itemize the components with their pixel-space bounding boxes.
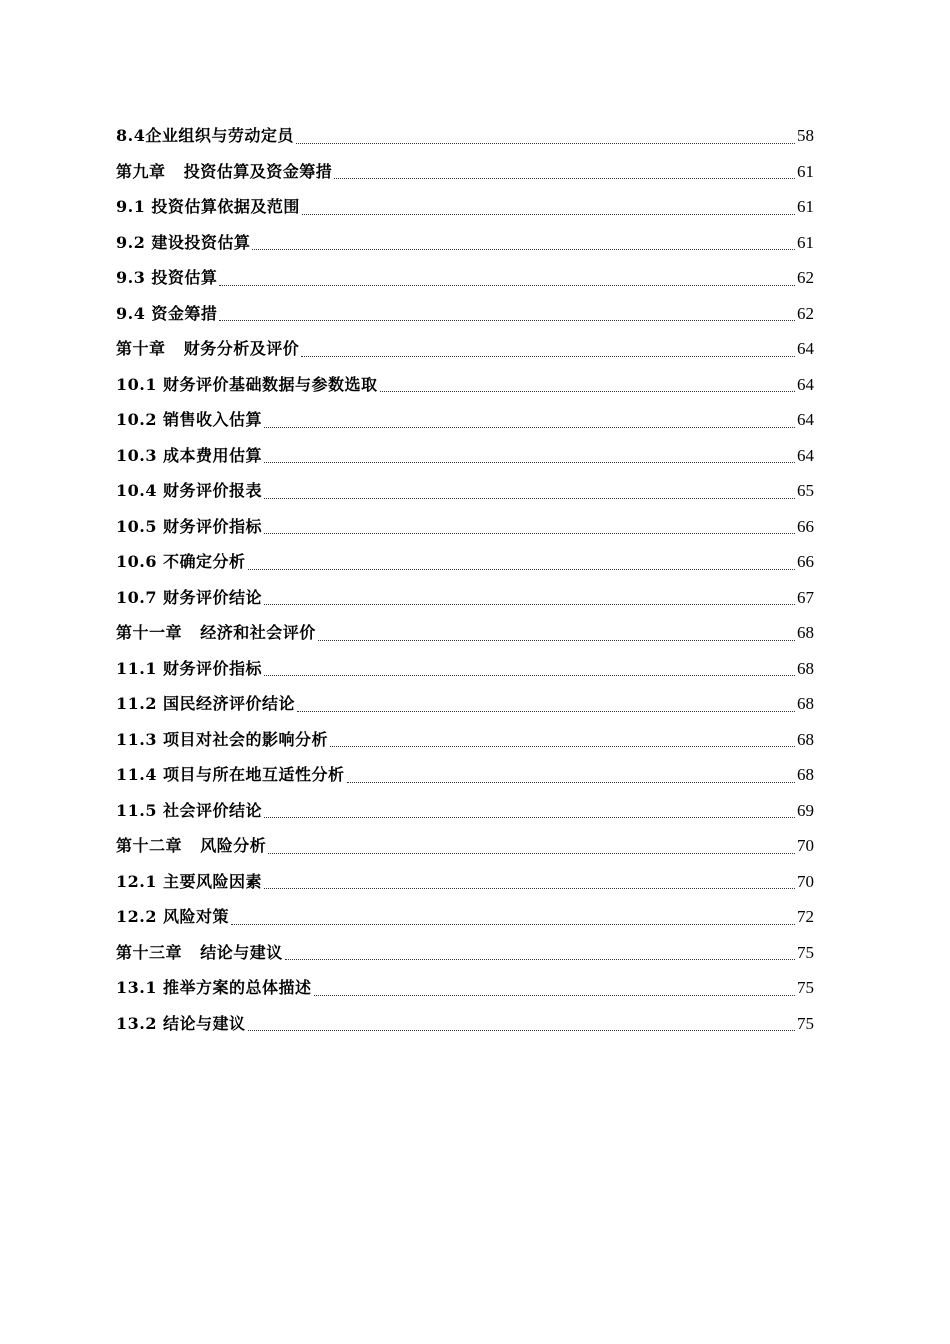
toc-entry-page-number: 68 — [797, 729, 814, 749]
toc-entry[interactable] — [116, 402, 814, 438]
toc-dot-leader — [285, 959, 795, 960]
toc-entry[interactable] — [116, 864, 814, 900]
toc-dot-leader — [264, 888, 795, 889]
toc-entry-title: 10.3 成本费用估算 — [116, 445, 263, 465]
toc-entry-title: 10.2 销售收入估算 — [116, 410, 263, 429]
toc-entry-page-number: 70 — [797, 871, 814, 891]
toc-entry-title: 12.1 主要风险因素 — [116, 871, 263, 891]
toc-entry-title: 11.2 国民经济评价结论 — [116, 694, 296, 713]
toc-entry[interactable] — [116, 1006, 814, 1042]
toc-entry[interactable] — [116, 331, 814, 367]
toc-entry-title: 13.1 推举方案的总体描述 — [116, 978, 312, 997]
toc-dot-leader — [297, 711, 795, 712]
toc-entry[interactable] — [116, 722, 814, 758]
toc-entry[interactable] — [116, 615, 814, 651]
toc-entry-page-number: 61 — [797, 161, 814, 181]
toc-entry-page-number: 75 — [797, 942, 814, 962]
toc-entry-page-number: 64 — [797, 410, 814, 429]
toc-entry[interactable] — [116, 225, 814, 261]
toc-entry-page-number: 72 — [797, 907, 814, 926]
toc-entry-title: 9.2 建设投资估算 — [116, 232, 251, 252]
toc-entry-title: 11.4 项目与所在地互适性分析 — [116, 765, 345, 784]
toc-entry[interactable] — [116, 260, 814, 296]
toc-entry-page-number: 65 — [797, 481, 814, 500]
toc-entry[interactable] — [116, 473, 814, 509]
toc-entry-page-number: 58 — [797, 126, 814, 145]
toc-dot-leader — [219, 320, 795, 321]
toc-dot-leader — [334, 178, 795, 179]
toc-entry[interactable] — [116, 154, 814, 190]
toc-entry[interactable] — [116, 509, 814, 545]
toc-dot-leader — [264, 533, 795, 534]
toc-entry-page-number: 68 — [797, 694, 814, 713]
toc-dot-leader — [314, 995, 795, 996]
toc-entry-title: 10.7 财务评价结论 — [116, 587, 263, 607]
toc-dot-leader — [264, 462, 795, 463]
toc-entry-page-number: 66 — [797, 552, 814, 571]
toc-entry-title: 13.2 结论与建议 — [116, 1013, 246, 1033]
toc-entry[interactable] — [116, 935, 814, 971]
toc-entry[interactable] — [116, 757, 814, 793]
toc-entry-title: 第十章 财务分析及评价 — [116, 339, 300, 358]
toc-entry-title: 10.5 财务评价指标 — [116, 516, 263, 536]
toc-entry-page-number: 68 — [797, 658, 814, 678]
toc-entry-page-number: 62 — [797, 303, 814, 323]
toc-entry-title: 11.1 财务评价指标 — [116, 658, 263, 678]
toc-dot-leader — [264, 675, 795, 676]
toc-entry-page-number: 70 — [797, 836, 814, 855]
toc-entry[interactable] — [116, 118, 814, 154]
toc-entry-page-number: 69 — [797, 800, 814, 820]
toc-entry-page-number: 64 — [797, 374, 814, 394]
toc-dot-leader — [330, 746, 795, 747]
toc-entry-title: 10.4 财务评价报表 — [116, 481, 263, 500]
toc-dot-leader — [264, 817, 795, 818]
toc-entry-page-number: 61 — [797, 197, 814, 216]
table-of-contents — [116, 118, 814, 1041]
toc-entry-title: 第十一章 经济和社会评价 — [116, 623, 316, 642]
toc-entry-title: 9.3 投资估算 — [116, 268, 218, 287]
toc-entry-page-number: 68 — [797, 623, 814, 642]
toc-dot-leader — [318, 640, 795, 641]
toc-entry-title: 9.4 资金筹措 — [116, 303, 218, 323]
toc-entry-title: 12.2 风险对策 — [116, 907, 230, 926]
toc-entry-page-number: 75 — [797, 1013, 814, 1033]
toc-dot-leader — [248, 569, 795, 570]
toc-entry-page-number: 62 — [797, 268, 814, 287]
toc-entry[interactable] — [116, 296, 814, 332]
toc-dot-leader — [268, 853, 795, 854]
toc-dot-leader — [264, 604, 795, 605]
toc-dot-leader — [264, 498, 795, 499]
toc-dot-leader — [248, 1030, 795, 1031]
toc-entry-page-number: 64 — [797, 339, 814, 358]
toc-entry-title: 10.1 财务评价基础数据与参数选取 — [116, 374, 378, 394]
toc-dot-leader — [219, 285, 795, 286]
toc-entry-title: 9.1 投资估算依据及范围 — [116, 197, 300, 216]
toc-entry-title: 10.6 不确定分析 — [116, 552, 246, 571]
toc-entry-title: 11.3 项目对社会的影响分析 — [116, 729, 329, 749]
toc-entry[interactable] — [116, 970, 814, 1006]
toc-dot-leader — [302, 214, 795, 215]
toc-dot-leader — [264, 427, 795, 428]
toc-entry-title: 11.5 社会评价结论 — [116, 800, 263, 820]
toc-entry[interactable] — [116, 367, 814, 403]
toc-entry[interactable] — [116, 189, 814, 225]
toc-entry[interactable] — [116, 899, 814, 935]
toc-entry[interactable] — [116, 544, 814, 580]
toc-entry-page-number: 67 — [797, 587, 814, 607]
toc-entry-page-number: 61 — [797, 232, 814, 252]
toc-entry-page-number: 64 — [797, 445, 814, 465]
toc-entry-title: 8.4企业组织与劳动定员 — [116, 126, 294, 145]
toc-entry[interactable] — [116, 651, 814, 687]
toc-dot-leader — [296, 143, 795, 144]
toc-entry-page-number: 75 — [797, 978, 814, 997]
toc-dot-leader — [301, 356, 795, 357]
toc-dot-leader — [252, 249, 795, 250]
toc-entry[interactable] — [116, 828, 814, 864]
toc-entry-title: 第九章 投资估算及资金筹措 — [116, 161, 333, 181]
toc-dot-leader — [347, 782, 795, 783]
toc-entry[interactable] — [116, 438, 814, 474]
toc-entry-page-number: 68 — [797, 765, 814, 784]
toc-entry[interactable] — [116, 580, 814, 616]
toc-entry[interactable] — [116, 686, 814, 722]
toc-entry[interactable] — [116, 793, 814, 829]
toc-dot-leader — [231, 924, 795, 925]
toc-entry-title: 第十三章 结论与建议 — [116, 942, 283, 962]
toc-entry-page-number: 66 — [797, 516, 814, 536]
toc-entry-title: 第十二章 风险分析 — [116, 836, 267, 855]
toc-dot-leader — [380, 391, 795, 392]
